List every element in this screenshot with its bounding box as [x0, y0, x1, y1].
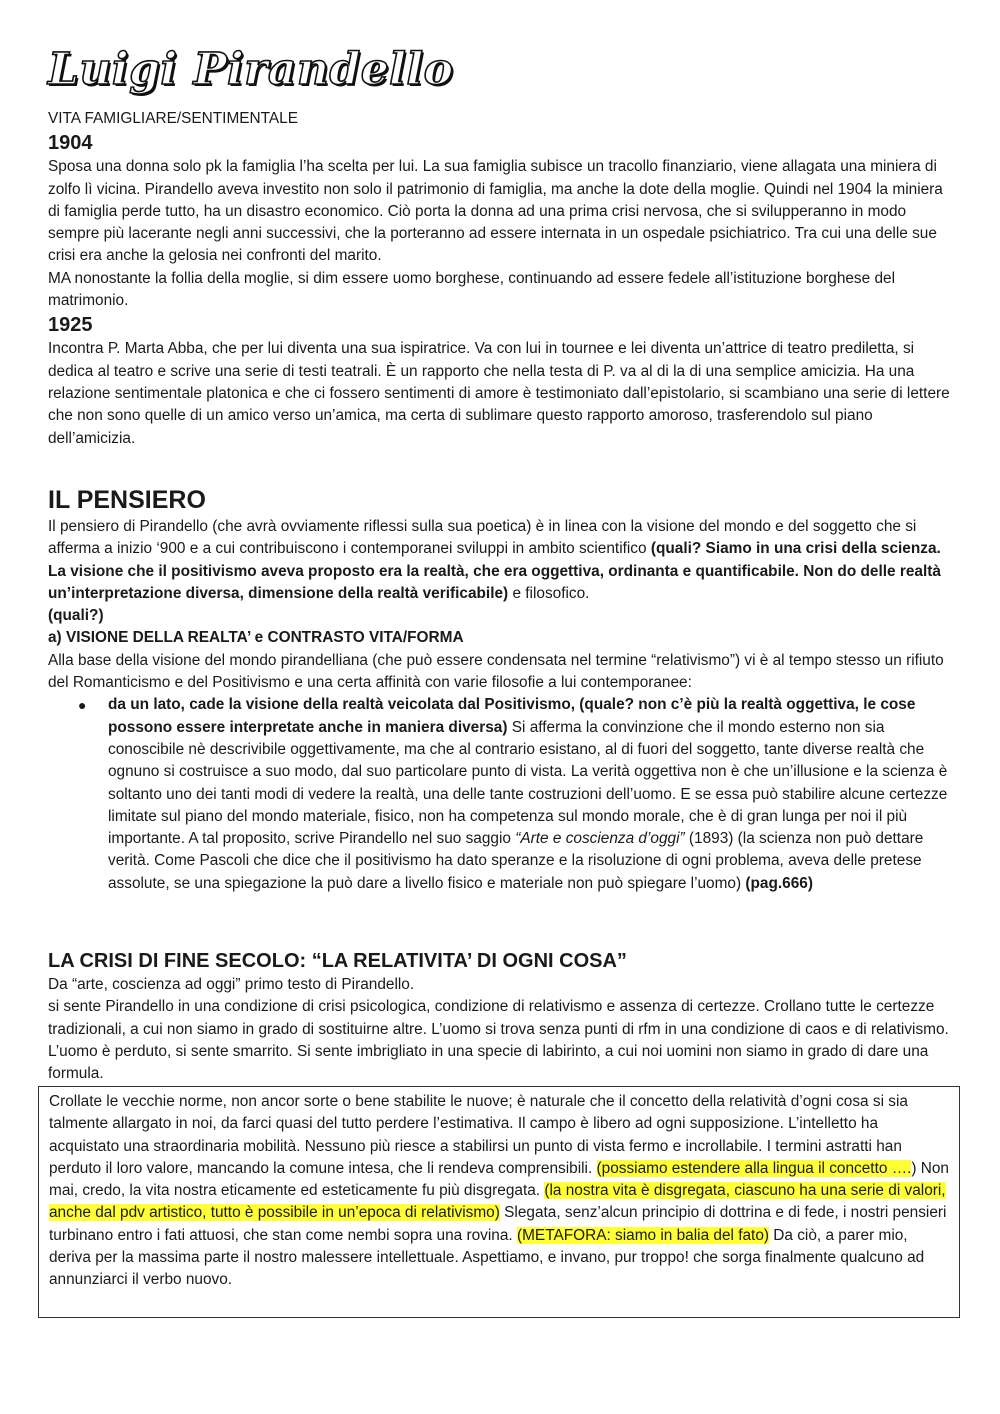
paragraph-1904-b: MA nonostante la follia della moglie, si dim essere uomo borghese, continuando ad essere fedele all’istituzione borghese del matrimonio. [48, 269, 896, 310]
paragraph-1904: Sposa una donna solo pk la famiglia l’ha scelta per lui. La sua famiglia subisce un tracollo finanziario, viene allagata una miniera di zolfo lì vicina. Pirandello aveva investito non solo il patrimonio di famiglia, ma anche la dote della moglie. Quindi nel 1904 la miniera di famiglia perde tutto, ha un disastro economico. Ciò porta la donna ad una prima crisi nervosa, che si svilupperanno in modo sempre più lacerante negli anni successivi, che la porteranno ad essere internata in un ospedale psichiatrico. Tra cui una delle sue crisi era anche la gelosia nei confronti del marito. [48, 158, 943, 265]
paragraph-visione: Alla base della visione del mondo pirandelliana (che può essere condensata nel termine “relativismo”) vi è al tempo stesso un rifiuto del Romanticismo e del Positivismo e una certa affinità con varie filosofie a lui contemporanee: [48, 651, 944, 692]
intro-bold-question: (quali?) [48, 607, 104, 625]
paragraph-crisi-source: Da “arte, coscienza ad oggi” primo testo di Pirandello. [48, 976, 415, 993]
quote-part-3: Slegata, senz’alcun principio di dottrina e di fede, i nostri pensieri turbinano entro i fati attuosi, che stan come nembi sopra una rovina. [49, 1204, 947, 1244]
highlight-note-2: (la nostra vita è disgregata, ciascuno ha una serie di valori, anche dal pdv artistico, tutto è possibile in un’epoca di relativismo) [49, 1182, 946, 1222]
year-heading-1904: 1904 [48, 132, 93, 155]
bullet-list [48, 694, 958, 895]
bullet-page-ref: (pag.666) [745, 874, 813, 892]
intro-text: Il pensiero di Pirandello (che avrà ovviamente riflessi sulla sua poetica) è in linea con la visione del mondo e del soggetto che si afferma a inizio ‘900 e a cui contribuiscono i contemporanei sviluppi in ambito scientifico [48, 518, 917, 558]
paragraph-pensiero-intro [48, 516, 958, 605]
section-heading-crisi: LA CRISI DI FINE SECOLO: “LA RELATIVITA’ DI OGNI COSA” [48, 950, 627, 972]
bullet-icon: ● [78, 697, 87, 714]
page-title: Luigi Pirandello [48, 44, 454, 95]
section-crisi [48, 948, 958, 1085]
highlight-note-1: (possiamo estendere alla lingua il concetto …. [596, 1159, 912, 1177]
highlight-note-3: (METAFORA: siamo in balia del fato) [516, 1226, 770, 1244]
section-vita [48, 108, 958, 450]
bullet-text-2: (1893) (la scienza non può dettare verità. Come Pascoli che dice che il positivismo ha dato speranze e la risoluzione di ogni problema, aveva delle pretese assolute, se una spiegazione la può dare a livello fisico e materiale non può spiegare l’uomo) [108, 830, 924, 892]
intro-bold-note: (quali? Siamo in una crisi della scienza. La visione che il positivismo aveva proposto era la realtà, che era oggettiva, ordinanta e quantificabile. Non do delle realtà un’interpretazione diversa, dimensione della realtà verificabile) [48, 540, 941, 602]
section-subtitle: VITA FAMIGLIARE/SENTIMENTALE [48, 110, 299, 127]
list-item [78, 694, 958, 895]
intro-text-end: e filosofico. [508, 584, 590, 602]
bullet-text: Si afferma la convinzione che il mondo esterno non sia conoscibile nè descrivibile oggettivamente, ma che al contrario esistano, al di fuori del soggetto, tante diverse realtà che ognuno si costruisce a suo modo, dal suo particolare punto di vista. La verità oggettiva non è che un’illusione e la scienza è soltanto uno dei tanti modi di vedere la realtà, una delle tante costruzioni dell’uomo. E se essa può stabilire alcune certezze limitate sul piano del mondo materiale, fisico, non ha competenza sul mondo morale, che è di gran lunga per noi il più importante. A tal proposito, scrive Pirandello nel suo saggio [108, 718, 948, 848]
section-heading-pensiero: IL PENSIERO [48, 486, 206, 514]
quote-box [38, 1086, 960, 1318]
quote-text [49, 1091, 949, 1292]
subheading-visione: a) VISIONE DELLA REALTA’ e CONTRASTO VITA/FORMA [48, 629, 464, 647]
quote-part-4: Da ciò, a parer mio, deriva per la massima parte il nostro malessere intellettuale. Aspettiamo, e invano, pur troppo! che sorga finalmente qualcuno ad annunziarci il verbo nuovo. [49, 1226, 925, 1289]
quote-part-2: ) Non mai, credo, la vita nostra eticamente ed esteticamente fu più disgregata. [49, 1159, 949, 1200]
year-heading-1925: 1925 [48, 314, 93, 337]
quote-part-1: Crollate le vecchie norme, non ancor sorte o bene stabilite le nuove; è naturale che il concetto della relatività d’ogni cosa si sia talmente allargato in noi, da farci quasi del tutto perdere l’estimativa. Il campo è libero ad ogni supposizione. L’intelletto ha acquistato una straordinaria mobilità. Nessuno più riesce a stabilirsi un punto di vista fermo e incrollabile. I termini astratti han perduto il loro valore, mancando la comune intesa, che li rendeva comprensibili. [49, 1093, 908, 1177]
bullet-bold-text: da un lato, cade la visione della realtà veicolata dal Positivismo, (quale? non c’è più la realtà oggettiva, le cose possono essere interpretate anche in maniera diversa) [108, 696, 916, 736]
paragraph-crisi: si sente Pirandello in una condizione di crisi psicologica, condizione di relativismo e assenza di certezze. Crollano tutte le certezze tradizionali, a cui non siamo in grado di sostituirne altre. L’uomo si trova senza punti di rfm in una condizione di caos e di relativismo. L’uomo è perduto, si sente smarrito. Si sente imbrigliato in una specie di labirinto, a cui noi uomini non siamo in grado di dare una formula. [48, 998, 949, 1083]
bullet-italic-title: “Arte e coscienza d’oggi” [515, 830, 685, 848]
paragraph-1925: Incontra P. Marta Abba, che per lui diventa una sua ispiratrice. Va con lui in tournee e lei diventa un’attrice di teatro prediletta, si dedica al teatro e scrive una serie di testi teatrali. È un rapporto che nella testa di P. va al di la di una semplice amicizia. Ha una relazione sentimentale platonica e che ci fossero sentimenti di amore è testimoniato dall’epistolario, si scambiano una serie di lettere che non sono quelle di un amico verso un’amica, ma certa di sublimare questo rapporto amoroso, trasferendolo sul piano dell’amicizia. [48, 340, 950, 447]
section-pensiero [48, 484, 958, 895]
